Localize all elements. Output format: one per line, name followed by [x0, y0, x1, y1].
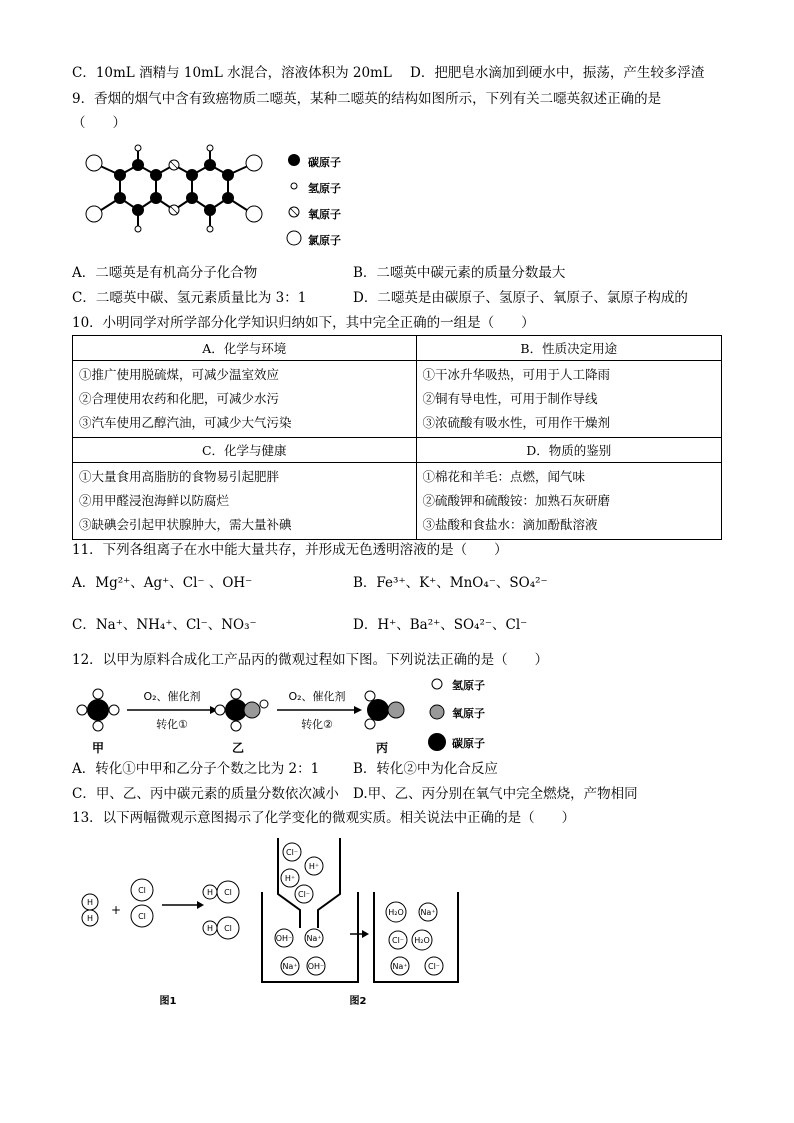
q9-option-b: B．二噁英中碳元素的质量分数最大	[353, 265, 566, 281]
fig1-caption: 图1	[159, 996, 177, 1007]
q12-stem: 12．以甲为原料合成化工产品丙的微观过程如下图。下列说法正确的是（ ）	[72, 652, 549, 668]
q9-option-d: D．二噁英是由碳原子、氢原子、氧原子、氯原子构成的	[353, 290, 688, 306]
table-cell-a	[73, 361, 417, 438]
svg-text:Cl⁻: Cl⁻	[427, 962, 441, 971]
label-jia: 甲	[91, 741, 105, 755]
legend-chlorine-atom: 氯原子	[308, 234, 341, 247]
q12-option-c: C．甲、乙、丙中碳元素的质量分数依次减小	[72, 786, 339, 802]
table-item: ②用甲醛浸泡海鲜以防腐烂	[79, 493, 230, 508]
dioxin-legend-icons	[286, 152, 302, 247]
table-item: ①推广使用脱硫煤，可减少温室效应	[79, 367, 280, 382]
table-item: ①干冰升华吸热，可用于人工降雨	[422, 367, 611, 382]
label-yi: 乙	[231, 741, 245, 755]
legend-hydrogen-atom: 氢原子	[452, 679, 485, 692]
svg-text:Cl: Cl	[224, 888, 232, 897]
legend-hydrogen-atom: 氢原子	[308, 182, 341, 195]
label-bing: 丙	[375, 741, 389, 755]
svg-text:H⁺: H⁺	[308, 862, 320, 871]
dioxin-structure-diagram	[80, 140, 280, 250]
svg-text:OH⁻: OH⁻	[275, 934, 293, 943]
q8-option-c: C．10mL 酒精与 10mL 水混合，溶液体积为 20mL	[72, 65, 392, 81]
table-item: ③浓硫酸有吸水性，可用作干燥剂	[422, 415, 611, 430]
arrow2-bottom-label: 转化②	[301, 718, 333, 731]
fig2-caption: 图2	[349, 996, 367, 1007]
table-item: ③盐酸和食盐水：滴加酚酞溶液	[422, 517, 598, 532]
table-header-d: D．物质的鉴别	[416, 438, 721, 463]
svg-text:Na⁺: Na⁺	[306, 934, 322, 943]
q12-legend-icons	[426, 674, 448, 754]
arrow1-bottom-label: 转化①	[156, 718, 188, 731]
svg-text:Na⁺: Na⁺	[392, 962, 408, 971]
table-item: ③汽车使用乙醇汽油，可减少大气污染	[79, 415, 292, 430]
q11-option-a: A．Mg²⁺、Ag⁺、Cl⁻ 、OH⁻	[72, 575, 253, 591]
table-item: ①棉花和羊毛：点燃，闻气味	[422, 469, 586, 484]
svg-text:H₂O: H₂O	[414, 936, 430, 945]
table-header-a: A．化学与环境	[73, 336, 417, 361]
table-item: ②铜有导电性，可用于制作导线	[422, 391, 598, 406]
q10-stem: 10．小明同学对所学部分化学知识归纳如下，其中完全正确的一组是（ ）	[72, 315, 535, 331]
arrow2-top-label: O₂、催化剂	[288, 690, 346, 703]
legend-oxygen-atom: 氧原子	[452, 707, 485, 720]
table-cell-b	[416, 361, 721, 438]
svg-text:+: +	[110, 903, 122, 917]
svg-text:Cl: Cl	[138, 886, 146, 895]
legend-carbon-atom: 碳原子	[308, 156, 341, 169]
q12-option-a: A．转化①中甲和乙分子个数之比为 2：1	[72, 761, 320, 777]
svg-text:Cl⁻: Cl⁻	[297, 890, 311, 899]
table-cell-c	[73, 463, 417, 540]
svg-text:Cl⁻: Cl⁻	[285, 848, 299, 857]
q11-option-b: B．Fe³⁺、K⁺、MnO₄⁻、SO₄²⁻	[353, 575, 548, 591]
micro-reaction-diagram	[72, 832, 472, 1012]
q8-option-d: D．把肥皂水滴加到硬水中，振荡，产生较多浮渣	[410, 65, 705, 81]
q12-option-d: D.甲、乙、丙分别在氧气中完全燃烧，产物相同	[353, 786, 638, 802]
q11-option-c: C．Na⁺、NH₄⁺、Cl⁻、NO₃⁻	[72, 617, 257, 633]
svg-text:H₂O: H₂O	[388, 908, 404, 917]
q13-stem: 13．以下两幅微观示意图揭示了化学变化的微观实质。相关说法中正确的是（ ）	[72, 810, 576, 826]
svg-text:Cl: Cl	[224, 924, 232, 933]
svg-text:H: H	[206, 888, 214, 897]
arrow1-top-label: O₂、催化剂	[143, 690, 201, 703]
svg-text:H: H	[86, 898, 94, 907]
table-item: ③缺碘会引起甲状腺肿大，需大量补碘	[79, 517, 292, 532]
svg-text:H⁺: H⁺	[284, 874, 296, 883]
table-header-c: C．化学与健康	[73, 438, 417, 463]
svg-text:H: H	[206, 924, 214, 933]
q9-blank: （ ）	[72, 115, 126, 131]
q11-stem: 11．下列各组离子在水中能大量共存，并形成无色透明溶液的是（ ）	[72, 542, 508, 558]
synthesis-process-diagram	[72, 680, 412, 760]
legend-oxygen-atom: 氧原子	[308, 208, 341, 221]
svg-text:Na⁺: Na⁺	[420, 908, 436, 917]
table-item: ①大量食用高脂肪的食物易引起肥胖	[79, 469, 280, 484]
svg-text:Cl⁻: Cl⁻	[391, 936, 405, 945]
table-item: ②硫酸钾和硫酸铵：加熟石灰研磨	[422, 493, 611, 508]
table-item: ②合理使用农药和化肥，可减少水污	[79, 391, 280, 406]
legend-carbon-atom: 碳原子	[452, 737, 485, 750]
q9-stem: 9．香烟的烟气中含有致癌物质二噁英，某种二噁英的结构如图所示，下列有关二噁英叙述正确的是	[72, 91, 662, 107]
q12-option-b: B．转化②中为化合反应	[353, 761, 498, 777]
table-cell-d	[416, 463, 721, 540]
q9-option-a: A．二噁英是有机高分子化合物	[72, 265, 258, 281]
q9-option-c: C．二噁英中碳、氢元素质量比为 3：1	[72, 290, 307, 306]
svg-text:OH⁻: OH⁻	[307, 962, 325, 971]
svg-text:Cl: Cl	[138, 912, 146, 921]
svg-text:H: H	[86, 914, 94, 923]
q11-option-d: D．H⁺、Ba²⁺、SO₄²⁻、Cl⁻	[353, 617, 528, 633]
table-header-b: B．性质决定用途	[416, 336, 721, 361]
svg-text:Na⁺: Na⁺	[282, 962, 298, 971]
knowledge-table	[72, 335, 722, 540]
